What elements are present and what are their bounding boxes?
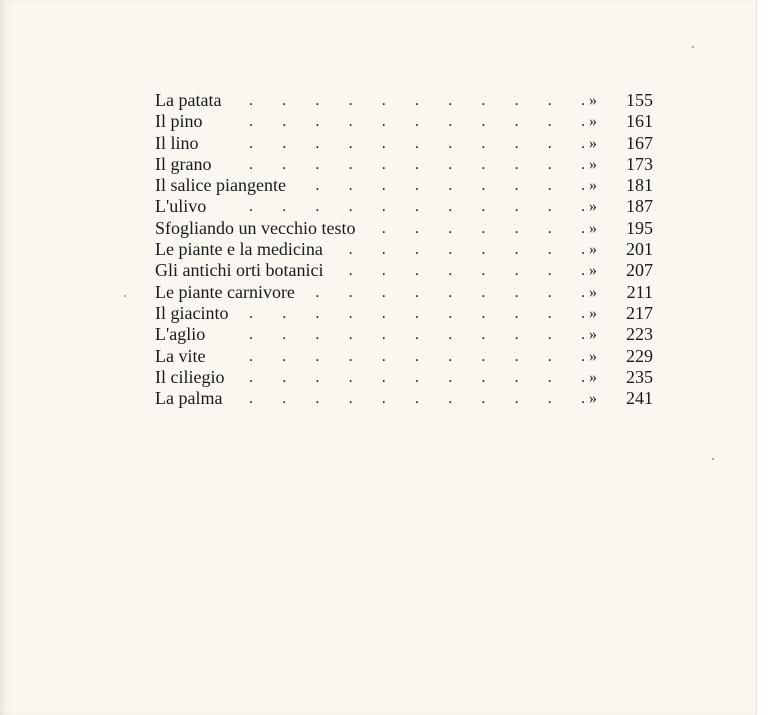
- paper-speck: [712, 458, 714, 460]
- toc-entry-page-number: 195: [613, 218, 653, 239]
- toc-entry: [155, 282, 655, 303]
- toc-entry-page-number: 187: [613, 196, 653, 217]
- toc-entry-title: Il pino: [155, 111, 207, 132]
- ditto-mark: »: [589, 346, 601, 367]
- toc-entry-title: Sfogliando un vecchio testo: [155, 218, 359, 239]
- ditto-mark: »: [589, 154, 601, 175]
- dot-leader: [155, 154, 655, 175]
- toc-entry: [155, 90, 655, 111]
- toc-entry-title: La patata: [155, 90, 225, 111]
- toc-entry: [155, 154, 655, 175]
- toc-entry-title: La vite: [155, 346, 209, 367]
- toc-entry-page-number: 211: [613, 282, 653, 303]
- dot-leader: [155, 324, 655, 345]
- paper-speck: [692, 46, 694, 48]
- dot-leader: [155, 133, 655, 154]
- ditto-mark: »: [589, 388, 601, 409]
- toc-entry-title: Le piante carnivore: [155, 282, 299, 303]
- toc-entry-page-number: 217: [613, 303, 653, 324]
- toc-entry-title: Le piante e la medicina: [155, 239, 327, 260]
- toc-entry: [155, 175, 655, 196]
- dot-leader: [155, 111, 655, 132]
- toc-entry-page-number: 155: [613, 90, 653, 111]
- toc-entry-page-number: 241: [613, 388, 653, 409]
- toc-entry: [155, 324, 655, 345]
- ditto-mark: »: [589, 239, 601, 260]
- paper-speck: [124, 295, 126, 297]
- toc-entry: [155, 133, 655, 154]
- toc-entry-page-number: 167: [613, 133, 653, 154]
- ditto-mark: »: [589, 324, 601, 345]
- ditto-mark: »: [589, 133, 601, 154]
- dot-leader: [155, 346, 655, 367]
- toc-entry-title: Il salice piangente: [155, 175, 290, 196]
- toc-entry-title: Il grano: [155, 154, 215, 175]
- toc-entry: [155, 111, 655, 132]
- toc-entry-page-number: 181: [613, 175, 653, 196]
- toc-entry-page-number: 235: [613, 367, 653, 388]
- toc-entry-page-number: 173: [613, 154, 653, 175]
- toc-entry: [155, 367, 655, 388]
- ditto-mark: »: [589, 196, 601, 217]
- toc-entry: [155, 239, 655, 260]
- toc-entry-title: L'ulivo: [155, 196, 210, 217]
- ditto-mark: »: [589, 111, 601, 132]
- toc-entry-page-number: 207: [613, 260, 653, 281]
- dot-leader: [155, 367, 655, 388]
- toc-entry-title: Il lino: [155, 133, 203, 154]
- toc-entry-title: La palma: [155, 388, 226, 409]
- toc-entry-title: Il ciliegio: [155, 367, 228, 388]
- ditto-mark: »: [589, 175, 601, 196]
- ditto-mark: »: [589, 282, 601, 303]
- dot-leader: [155, 388, 655, 409]
- dot-leader: [155, 196, 655, 217]
- toc-entry: [155, 196, 655, 217]
- ditto-mark: »: [589, 260, 601, 281]
- toc-entry: [155, 218, 655, 239]
- ditto-mark: »: [589, 90, 601, 111]
- table-of-contents: [155, 90, 655, 409]
- ditto-mark: »: [589, 218, 601, 239]
- ditto-mark: »: [589, 303, 601, 324]
- toc-entry-title: Il giacinto: [155, 303, 232, 324]
- toc-entry-page-number: 161: [613, 111, 653, 132]
- ditto-mark: »: [589, 367, 601, 388]
- toc-entry-title: L'aglio: [155, 324, 209, 345]
- toc-entry: [155, 260, 655, 281]
- toc-entry-page-number: 229: [613, 346, 653, 367]
- toc-entry-page-number: 201: [613, 239, 653, 260]
- dot-leader: [155, 90, 655, 111]
- toc-entry-page-number: 223: [613, 324, 653, 345]
- toc-entry-title: Gli antichi orti botanici: [155, 260, 327, 281]
- toc-entry: [155, 388, 655, 409]
- toc-entry: [155, 303, 655, 324]
- toc-entry: [155, 346, 655, 367]
